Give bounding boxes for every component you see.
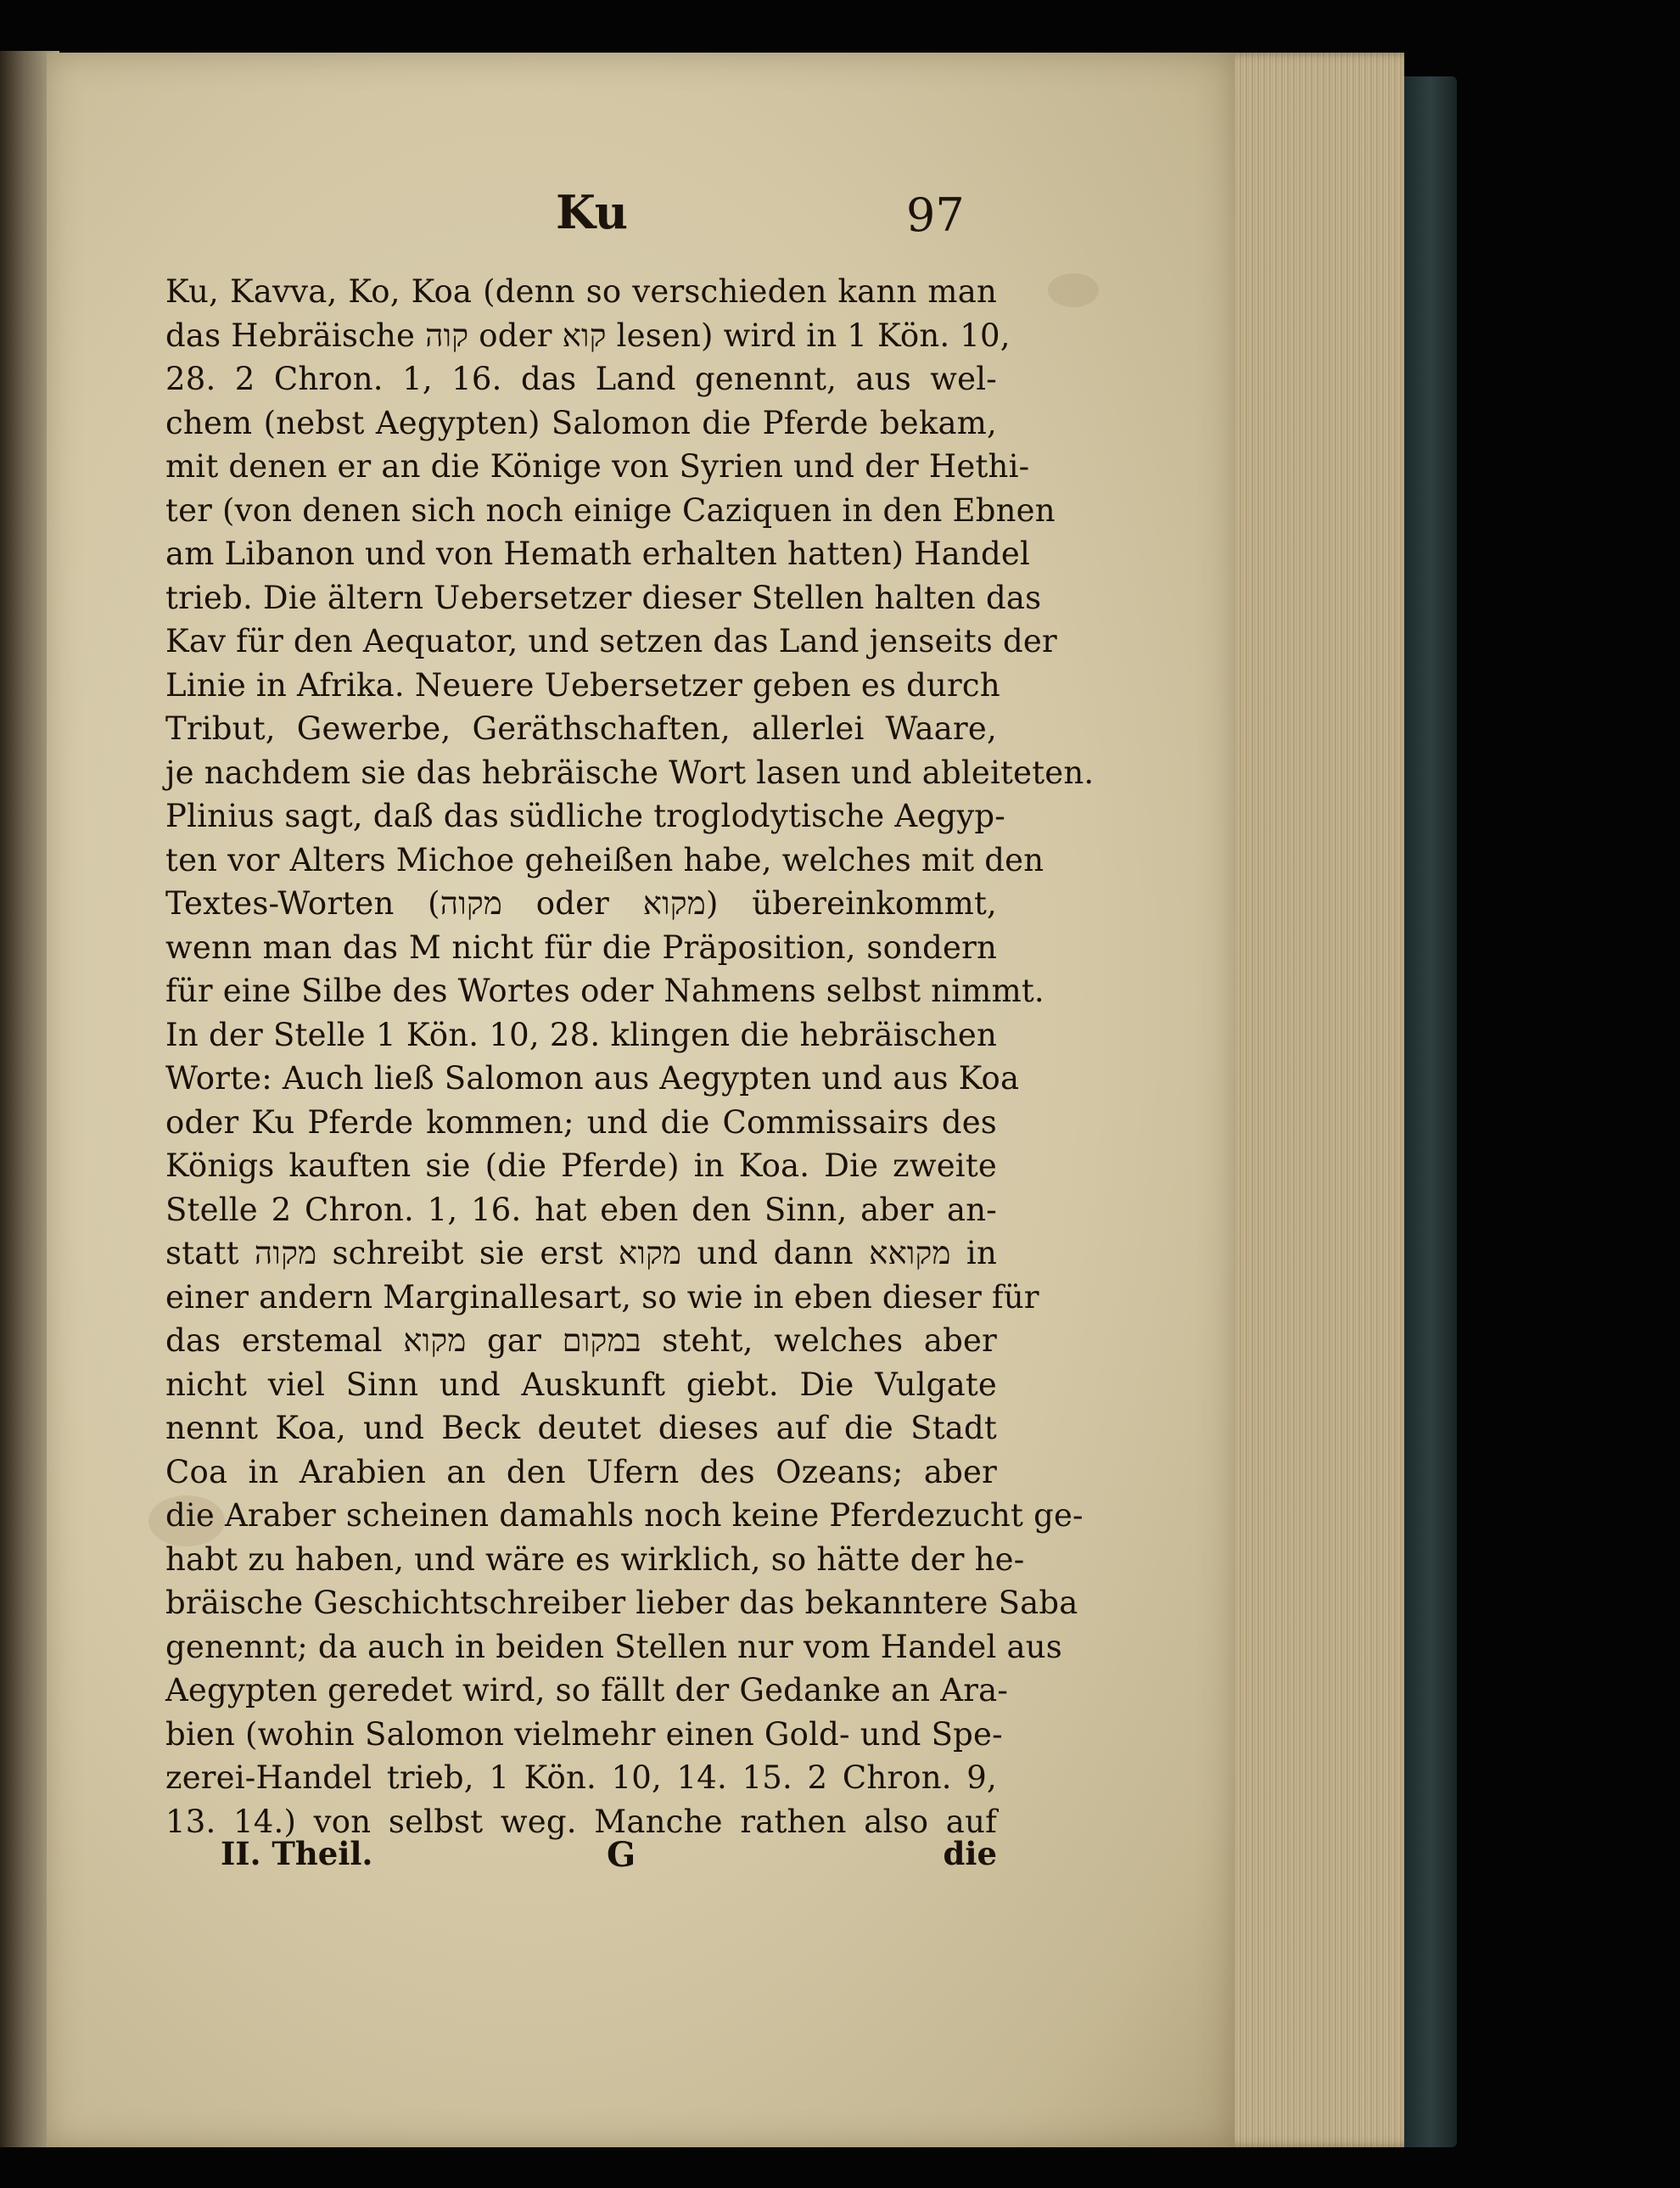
text-line: genennt; da auch in beiden Stellen nur vom Handel aus <box>165 1628 1062 1665</box>
header-word: Ku <box>556 185 629 239</box>
text-line: Tribut, Gewerbe, Geräthschaften, allerlei Waare, <box>165 710 997 747</box>
paper-stain <box>1048 273 1099 307</box>
text-line: wenn man das M nicht für die Präposition, sondern <box>165 928 997 966</box>
text-line: Aegypten geredet wird, so fällt der Gedanke an Ara- <box>165 1672 1009 1708</box>
page-footer <box>165 1835 997 1886</box>
text-line: Plinius sagt, daß das südliche troglodytische Aegyp- <box>165 798 1005 834</box>
text-line: je nachdem sie das hebräische Wort lasen und ableiteten. <box>165 754 1095 791</box>
text-line: 13. 14.) von selbst weg. Manche rathen also auf <box>165 1803 997 1840</box>
text-line: einer andern Marginallesart, so wie in eben dieser für <box>165 1278 1039 1316</box>
text-line: Coa in Arabien an den Ufern des Ozeans; aber <box>165 1453 997 1490</box>
text-line: Textes-Worten (מקוה oder מקוא) übereinkommt, <box>165 885 997 922</box>
text-line: habt zu haben, und wäre es wirklich, so hätte der he- <box>165 1540 1025 1578</box>
text-line: chem (nebst Aegypten) Salomon die Pferde bekam, <box>165 404 997 441</box>
text-line: In der Stelle 1 Kön. 10, 28. klingen die hebräischen <box>165 1016 997 1053</box>
text-line: bräische Geschichtschreiber lieber das bekanntere Saba <box>165 1585 1078 1621</box>
text-line: Worte: Auch ließ Salomon aus Aegypten und aus Koa <box>165 1060 1020 1097</box>
text-line: 28. 2 Chron. 1, 16. das Land genennt, aus wel- <box>165 361 997 397</box>
text-line: statt מקוה schreibt sie erst מקוא und dann מקואא in <box>165 1235 997 1271</box>
body-text <box>165 270 1095 1843</box>
text-line: Kav für den Aequator, und setzen das Land jenseits der <box>165 623 1057 659</box>
text-line: bien (wohin Salomon vielmehr einen Gold- und Spe- <box>165 1715 1003 1753</box>
page-number: 97 <box>906 188 965 242</box>
text-line: Ku, Kavva, Ko, Koa (denn so verschieden kann man <box>165 273 997 310</box>
text-line: das Hebräische קוה oder קוא lesen) wird in 1 Kön. 10, <box>165 317 1011 354</box>
text-line: Stelle 2 Chron. 1, 16. hat eben den Sinn, aber an- <box>165 1191 997 1228</box>
signature-mark: G <box>607 1835 636 1875</box>
signature-line: II. Theil. <box>221 1835 373 1872</box>
text-line: nennt Koa, und Beck deutet dieses auf die Stadt <box>165 1410 997 1446</box>
text-line: Königs kauften sie (die Pferde) in Koa. Die zweite <box>165 1147 997 1184</box>
text-line: das erstemal מקוא gar במקום steht, welches aber <box>165 1322 997 1359</box>
text-line: mit denen er an die Könige von Syrien und der Hethi- <box>165 448 1030 485</box>
text-line: für eine Silbe des Wortes oder Nahmens selbst nimmt. <box>165 973 1044 1009</box>
text-line: nicht viel Sinn und Auskunft giebt. Die Vulgate <box>165 1366 997 1403</box>
running-head <box>0 185 1680 244</box>
book-cover <box>1404 76 1457 2147</box>
text-line: trieb. Die ältern Uebersetzer dieser Stellen halten das <box>165 579 1042 616</box>
text-line: am Libanon und von Hemath erhalten hatten) Handel <box>165 536 1030 572</box>
text-line: oder Ku Pferde kommen; und die Commissairs des <box>165 1103 997 1141</box>
text-line: Linie in Afrika. Neuere Uebersetzer geben es durch <box>165 666 1000 704</box>
catchword: die <box>943 1835 997 1872</box>
text-line: ter (von denen sich noch einige Caziquen in den Ebnen <box>165 491 1056 529</box>
text-line: ten vor Alters Michoe geheißen habe, welches mit den <box>165 841 1044 878</box>
text-line: die Araber scheinen damahls noch keine Pferdezucht ge- <box>165 1497 1084 1534</box>
text-line: zerei-Handel trieb, 1 Kön. 10, 14. 15. 2 Chron. 9, <box>165 1759 997 1796</box>
